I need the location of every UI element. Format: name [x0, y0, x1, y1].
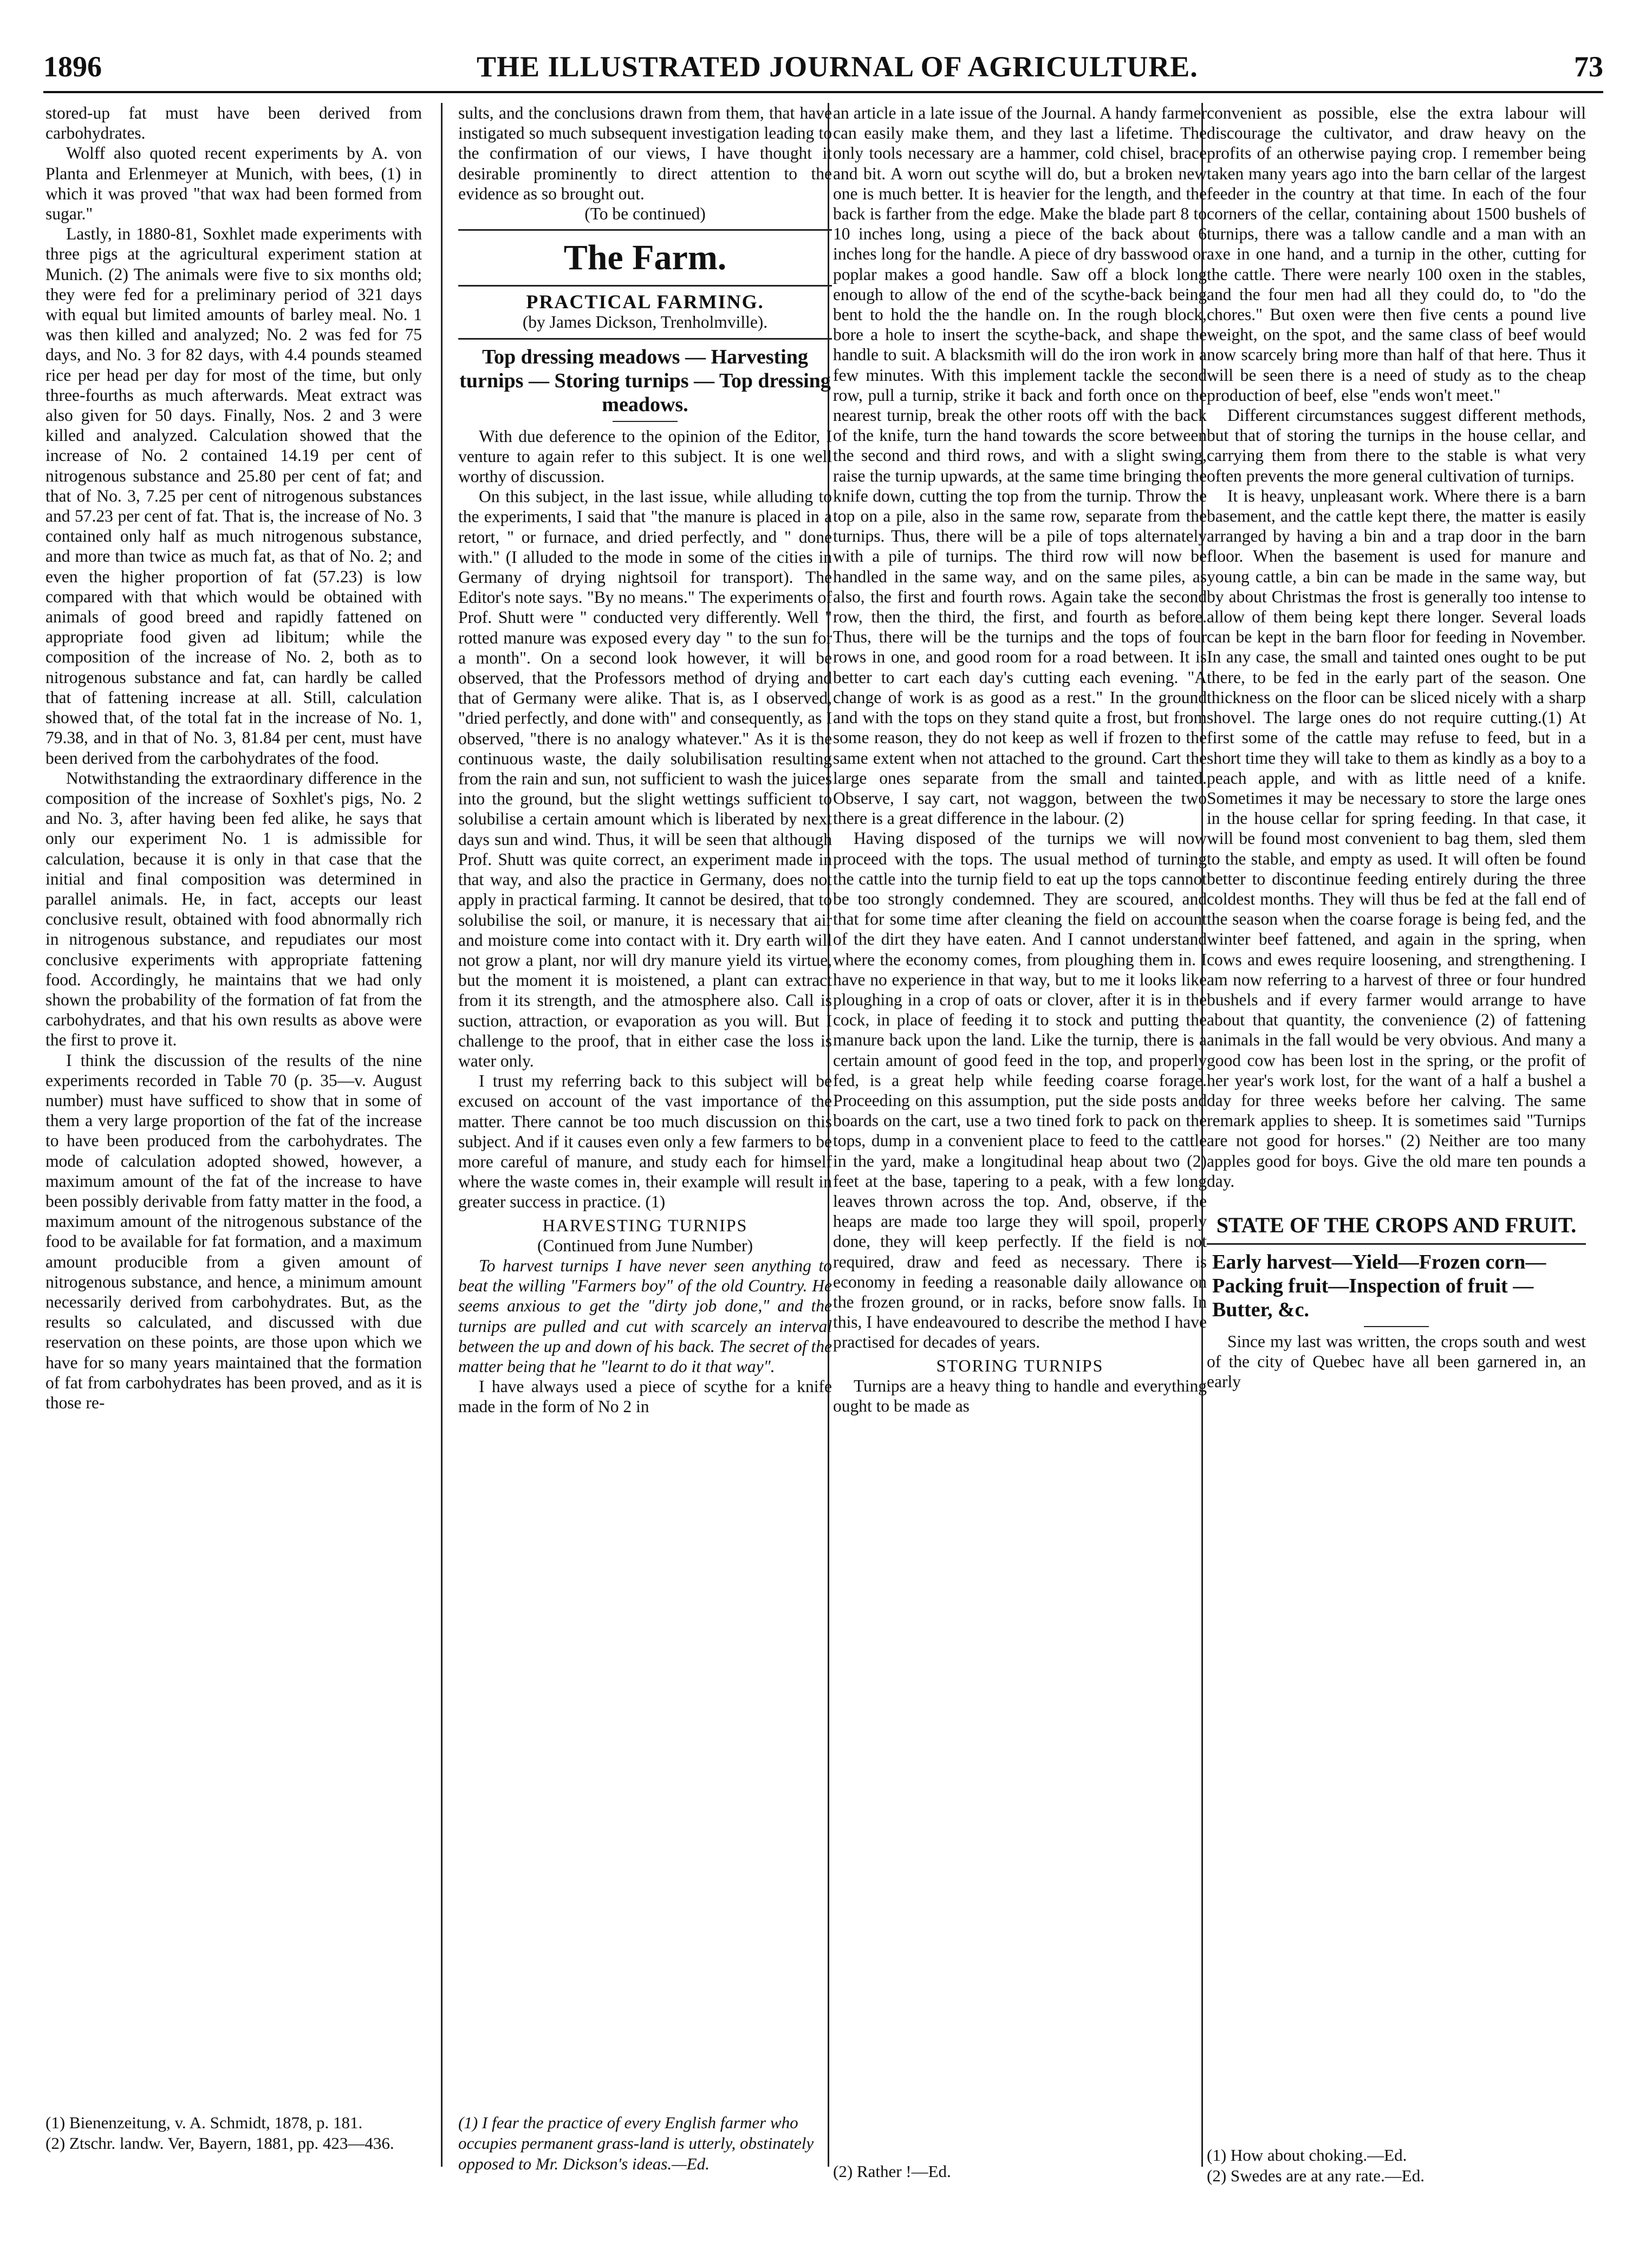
- section-deck: Early harvest—Yield—Frozen corn—Packing fruit—Inspection of fruit —Butter, &c.: [1212, 1250, 1546, 1321]
- subheading-note: (Continued from June Number): [537, 1236, 753, 1255]
- paragraph: To harvest turnips I have never seen anything to beat the willing "Farmers boy" of the old Country. He seems anxious to get the "dirty job done," and the turnips are pulled and cut with scarcely an interval between the up and down of his back. The secret of the matter being that he "learnt to do it that way".: [458, 1256, 832, 1376]
- subheading: HARVESTING TURNIPS: [542, 1215, 748, 1235]
- column-4: [1207, 103, 1586, 2107]
- paragraph: I trust my referring back to this subject will be excused on account of the vast importance of the matter. There cannot be too much discussion on this subject. And if it causes even only a few farmers to be more careful of manure, and study each for himself where the waste comes in, their example will result in greater success in practice. (1): [458, 1071, 832, 1212]
- continued-note: (To be continued): [584, 204, 706, 224]
- paragraph: On this subject, in the last issue, while alluding to the experiments, I said that "the manure is placed in a retort, " or furnace, and dried perfectly, and " done with." (I alluded to the mode in some of the cities in Germany of drying nightsoil for transport). The Editor's note says. "By no means." The experiments of Prof. Shutt were " conducted very differently. Well " rotted manure was exposed every day " to the sun for a month". On a second look however, it will be observed, that the Professors method of drying and that of Germany were alike. That is, as I observed, "dried perfectly, and done with" and consequently, as I observed, "there is no analogy whatever." As it is the continuous waste, the daily solubilisation resulting from the rain and sun, not sufficient to wash the juices into the ground, but the slight wettings sufficient to solubilise a certain amount which is liberated by next days sun and wind. Thus, it will be seen that although Prof. Shutt was quite correct, an experiment made in that way, and also the practice in Germany, does not apply in practical farming. It cannot be desired, that to solubilise the soil, or manure, it is necessary that air and moisture come into contact with it. Dry earth will not grow a plant, nor will dry manure yield its virtue, but the moment it is moistened, a plant can extract from it its strength, and the atmosphere also. Call is suction, attraction, or evaporation as you will. But I challenge to the proof, that in either case the loss is water only.: [458, 487, 832, 1070]
- footnote: (2) Ztschr. landw. Ver, Bayern, 1881, pp. 423—436.: [45, 2134, 394, 2153]
- article-title: PRACTICAL FARMING.: [526, 291, 764, 313]
- footnotes: [45, 2113, 422, 2154]
- section-title: STATE OF THE CROPS AND FRUIT.: [1216, 1212, 1577, 1237]
- footnote: (2) Swedes are at any rate.—Ed.: [1207, 2166, 1425, 2185]
- paragraph: Notwithstanding the extraordinary difference in the composition of the increase of Soxhlet's pigs, No. 2 and No. 3, after having been fed alike, he says that only our experiment No. 1 is admissible for calculation, because it is only in that case that the initial and final composition was determined in parallel animals. He, in fact, accepts our least conclusive result, obtained with food abnormally rich in nitrogenous substance, and repudiates our most conclusive experiments with appropriate fattening food. Accordingly, he maintains that we had only shown the probability of the formation of fat from the carbohydrates, and that his own results as above were the first to prove it.: [45, 768, 422, 1050]
- header-year: 1896: [43, 50, 102, 83]
- byline: (by James Dickson, Trenholmville).: [522, 313, 768, 332]
- footnotes: [833, 2161, 1207, 2182]
- paragraph: I have always used a piece of scythe for a knife made in the form of No 2 in: [458, 1377, 832, 1416]
- section-rule: [458, 285, 832, 287]
- paragraph: Since my last was written, the crops south and west of the city of Quebec have all been garnered in, an early: [1207, 1331, 1586, 1392]
- footnote: (2) Rather !—Ed.: [833, 2162, 951, 2181]
- paragraph: Wolff also quoted recent experiments by A. von Planta and Erlenmeyer at Munich, with bees, (1) in which it was proved "that wax had been formed from sugar.": [45, 144, 422, 224]
- paragraph: an article in a late issue of the Journal. A handy farmer can easily make them, and they last a lifetime. The only tools necessary are a hammer, cold chisel, brace and bit. A worn out scythe will do, but a broken new one is much better. It is heavier for the length, and the back is farther from the edge. Make the blade part 8 to 10 inches long, using a piece of the back about 6 inches long for the handle. A piece of dry basswood or poplar makes a good handle. Saw off a block long enough to allow of the end of the scythe-back being bent to hold the the handle on. In the rough block, bore a hole to insert the scythe-back, and shape the handle to suit. A blacksmith will do the iron work in a few minutes. With this implement tackle the second row, pull a turnip, strike it back and forth once on the nearest turnip, break the other roots off with the back of the knife, turn the hand towards the score between the second and third rows, and with a slight swing, raise the turnip upwards, at the same time bringing the knife down, cutting the top from the turnip. Throw the top on a pile, also in the same row, separate from the turnips. Thus, there will be a pile of tops alternately with a pile of turnips. The third row will now be handled in the same way, and on the same piles, as also, the first and fourth rows. Again take the second row, then the third, the first, and fourth as before. Thus, there will be the turnips and the tops of four rows in one, and good room for a road between. It is better to cart each day's cutting each evening. "A change of work is as good as a rest." In the ground and with the tops on they stand quite a frost, but from some reason, they do not keep as well if frozen to the same extent when not attached to the ground. Cart the large ones separate from the small and tainted. Observe, I say cart, not waggon, between the two there is a great difference in the labour. (2): [833, 103, 1207, 828]
- column-2: [458, 103, 832, 2107]
- section-rule: [458, 229, 832, 231]
- article-deck: Top dressing meadows — Harvesting turnips — Storing turnips — Top dressing meadows.: [459, 345, 831, 416]
- column-3: [833, 103, 1207, 2107]
- short-rule: [1364, 1326, 1429, 1327]
- short-rule: [613, 421, 678, 422]
- section-title: The Farm.: [563, 238, 727, 278]
- footnotes: [1207, 2145, 1586, 2186]
- subheading: STORING TURNIPS: [936, 1355, 1104, 1375]
- paragraph: stored-up fat must have been derived from carbohydrates.: [45, 103, 422, 143]
- paragraph: sults, and the conclusions drawn from them, that have instigated so much subsequent investigation leading to the confirmation of our views, I have thought it desirable prominently to direct attention to the evidence as so brought out.: [458, 103, 832, 203]
- section-rule: [1207, 1243, 1586, 1245]
- footnotes: [458, 2113, 832, 2174]
- article-rule: [458, 338, 832, 340]
- paragraph: It is heavy, unpleasant work. Where there is a barn basement, and the cattle kept there, the matter is easily arranged by having a bin and a trap door in the barn floor. When the basement is used for manure and young cattle, a bin can be made in the same way, but by about Christmas the frost is generally too intense to allow of them being kept there longer. Several loads can be kept in the barn floor for feeding in November. In any case, the small and tainted ones ought to be put there, to be fed in the early part of the season. One thickness on the floor can be sliced nicely with a sharp shovel. The large ones do not require cutting.(1) At first some of the cattle may refuse to feed, but in a short time they will take to them as kindly as a boy to a peach apple, and with as little need of a knife. Sometimes it may be necessary to store the large ones in the house cellar for spring feeding. In that case, it will be found most convenient to bag them, sled them to the stable, and empty as used. It will often be found better to discontinue feeding entirely during the three coldest months. They will thus be fed at the fall end of the season when the coarse forage is being fed, and the winter beef fattened, and again in the spring, when cows and ewes require loosening, and strengthening. I am now referring to a harvest of three or four hundred bushels and if every farmer would arrange to have about that quantity, the convenience (2) of fattening animals in the fall would be very obvious. And many a good cow has been lost in the spring, or the profit of her year's work lost, for the want of a half a bushel a day for three weeks before her calving. The same remark applies to sheep. It is sometimes said "Turnips are not good for horses." (2) Neither are too many apples good for boys. Give the old mare ten pounds a day.: [1207, 486, 1586, 1191]
- header-rule: [43, 91, 1603, 93]
- paragraph: Having disposed of the turnips we will now proceed with the tops. The usual method of turning the cattle into the turnip field to eat up the tops cannot be too strongly condemned. They are scoured, and that for some time after cleaning the field on account of the dirt they have eaten. And I cannot understand where the economy comes, from ploughing them in. I have no experience in that way, but to me it looks like ploughing in a crop of oats or clover, after it is in the cock, in place of feeding it to stock and putting the manure back upon the land. Like the turnip, there is a certain amount of good feed in the top, and properly fed, is a great help while feeding coarse forage. Proceeding on this assumption, put the side posts and boards on the cart, use a two tined fork to pack on the tops, dump in a convenient place to feed to the cattle in the yard, make a longitudinal heap about two (2) feet at the base, tapering to a peak, with a few long leaves thrown across the top. And, observe, if the heaps are made too large they will spoil, properly done, they will keep perfectly. If the field is not required, draw and feed as necessary. There is economy in feeding a reasonable daily allowance on the frozen ground, or in racks, before snow falls. In this, I have endeavoured to describe the method I have practised for decades of years.: [833, 829, 1207, 1352]
- page-header: [43, 42, 1603, 91]
- paragraph: I think the discussion of the results of the nine experiments recorded in Table 70 (p. 35—v. August number) must have sufficed to show that in some of them a very large proportion of the fat of the increase to have been produced from the carbohydrates. The mode of calculation adopted showed, however, a maximum amount of the fat of the increase to have been possibly derivable from fatty matter in the food, a maximum amount of the nitrogenous substance of the food to be available for fat formation, and a maximum amount producible from a given amount of nitrogenous substance, and hence, a minimum amount necessarily derived from carbohydrates. But, as the results so calculated, and discussed with due reservation on these points, are those upon which we have for so many years maintained that the formation of fat from carbohydrates has been proved, and as it is those re-: [45, 1050, 422, 1412]
- footnote: (1) I fear the practice of every English farmer who occupies permanent grass-land is utterly, obstinately opposed to Mr. Dickson's ideas.—Ed.: [458, 2113, 814, 2173]
- footnote: (1) Bienenzeitung, v. A. Schmidt, 1878, p. 181.: [45, 2113, 363, 2132]
- journal-title: THE ILLUSTRATED JOURNAL OF AGRICULTURE.: [477, 50, 1198, 83]
- page-number: 73: [1574, 50, 1603, 83]
- footnote: (1) How about choking.—Ed.: [1207, 2146, 1407, 2165]
- paragraph: Lastly, in 1880-81, Soxhlet made experiments with three pigs at the agricultural experiment station at Munich. (2) The animals were five to six months old; they were fed for a preliminary period of 321 days with equal but limited amounts of barley meal. No. 1 was then killed and analyzed; No. 2 was fed for 75 days, and No. 3 for 82 days, with 4.4 pounds steamed rice per head per day for most of the time, but only three-fourths as much afterwards. Meat extract was also given for 50 days. Finally, Nos. 2 and 3 were killed and analyzed. Calculation showed that the increase of No. 2 contained 14.19 per cent of nitrogenous substance and 25.80 per cent of fat; and that of No. 3, 7.25 per cent of nitrogenous substances and 57.23 per cent of fat. That is, the increase of No. 3 contained only half as much nitrogenous substance, and more than twice as much fat, as that of No. 2; and even the higher proportion of fat (57.23) is low compared with that which would be obtained with animals of good breed and rapidly fattened on appropriate food given ad libitum; while the composition of the increase of No. 2, both as to nitrogenous substance and fat, can hardly be called that of fattening increase at all. Still, calculation showed that, of the total fat in the increase of No. 1, 79.38, and in that of No. 3, 81.84 per cent, must have been derived from the carbohydrates of the food.: [45, 224, 422, 768]
- paragraph: convenient as possible, else the extra labour will discourage the cultivator, and draw heavy on the profits of an otherwise paying crop. I remember being taken many years ago into the barn cellar of the largest feeder in the country at that time. In each of the four corners of the cellar, containing about 1500 bushels of turnips, there was a tallow candle and a man with an axe in one hand, and a turnip in the other, cutting for the cattle. There were nearly 100 oxen in the stables, and the four men had all they could do, to "do the chores." But oxen were then five cents a pound live weight, on the spot, and the same class of beef would now scarcely bring more than half of that here. Thus it will be seen there is a need of study as to the cheap production of beef, else "ends won't meet.": [1207, 103, 1586, 405]
- paragraph: With due deference to the opinion of the Editor, I venture to again refer to this subject. It is one well worthy of discussion.: [458, 426, 832, 486]
- column-1: [45, 103, 422, 2107]
- column-divider: [441, 103, 443, 2167]
- paragraph: Turnips are a heavy thing to handle and everything ought to be made as: [833, 1376, 1207, 1415]
- paragraph: Different circumstances suggest different methods, but that of storing the turnips in the house cellar, and carrying them from there to the stable is what very often prevents the more general cultivation of turnips.: [1207, 406, 1586, 485]
